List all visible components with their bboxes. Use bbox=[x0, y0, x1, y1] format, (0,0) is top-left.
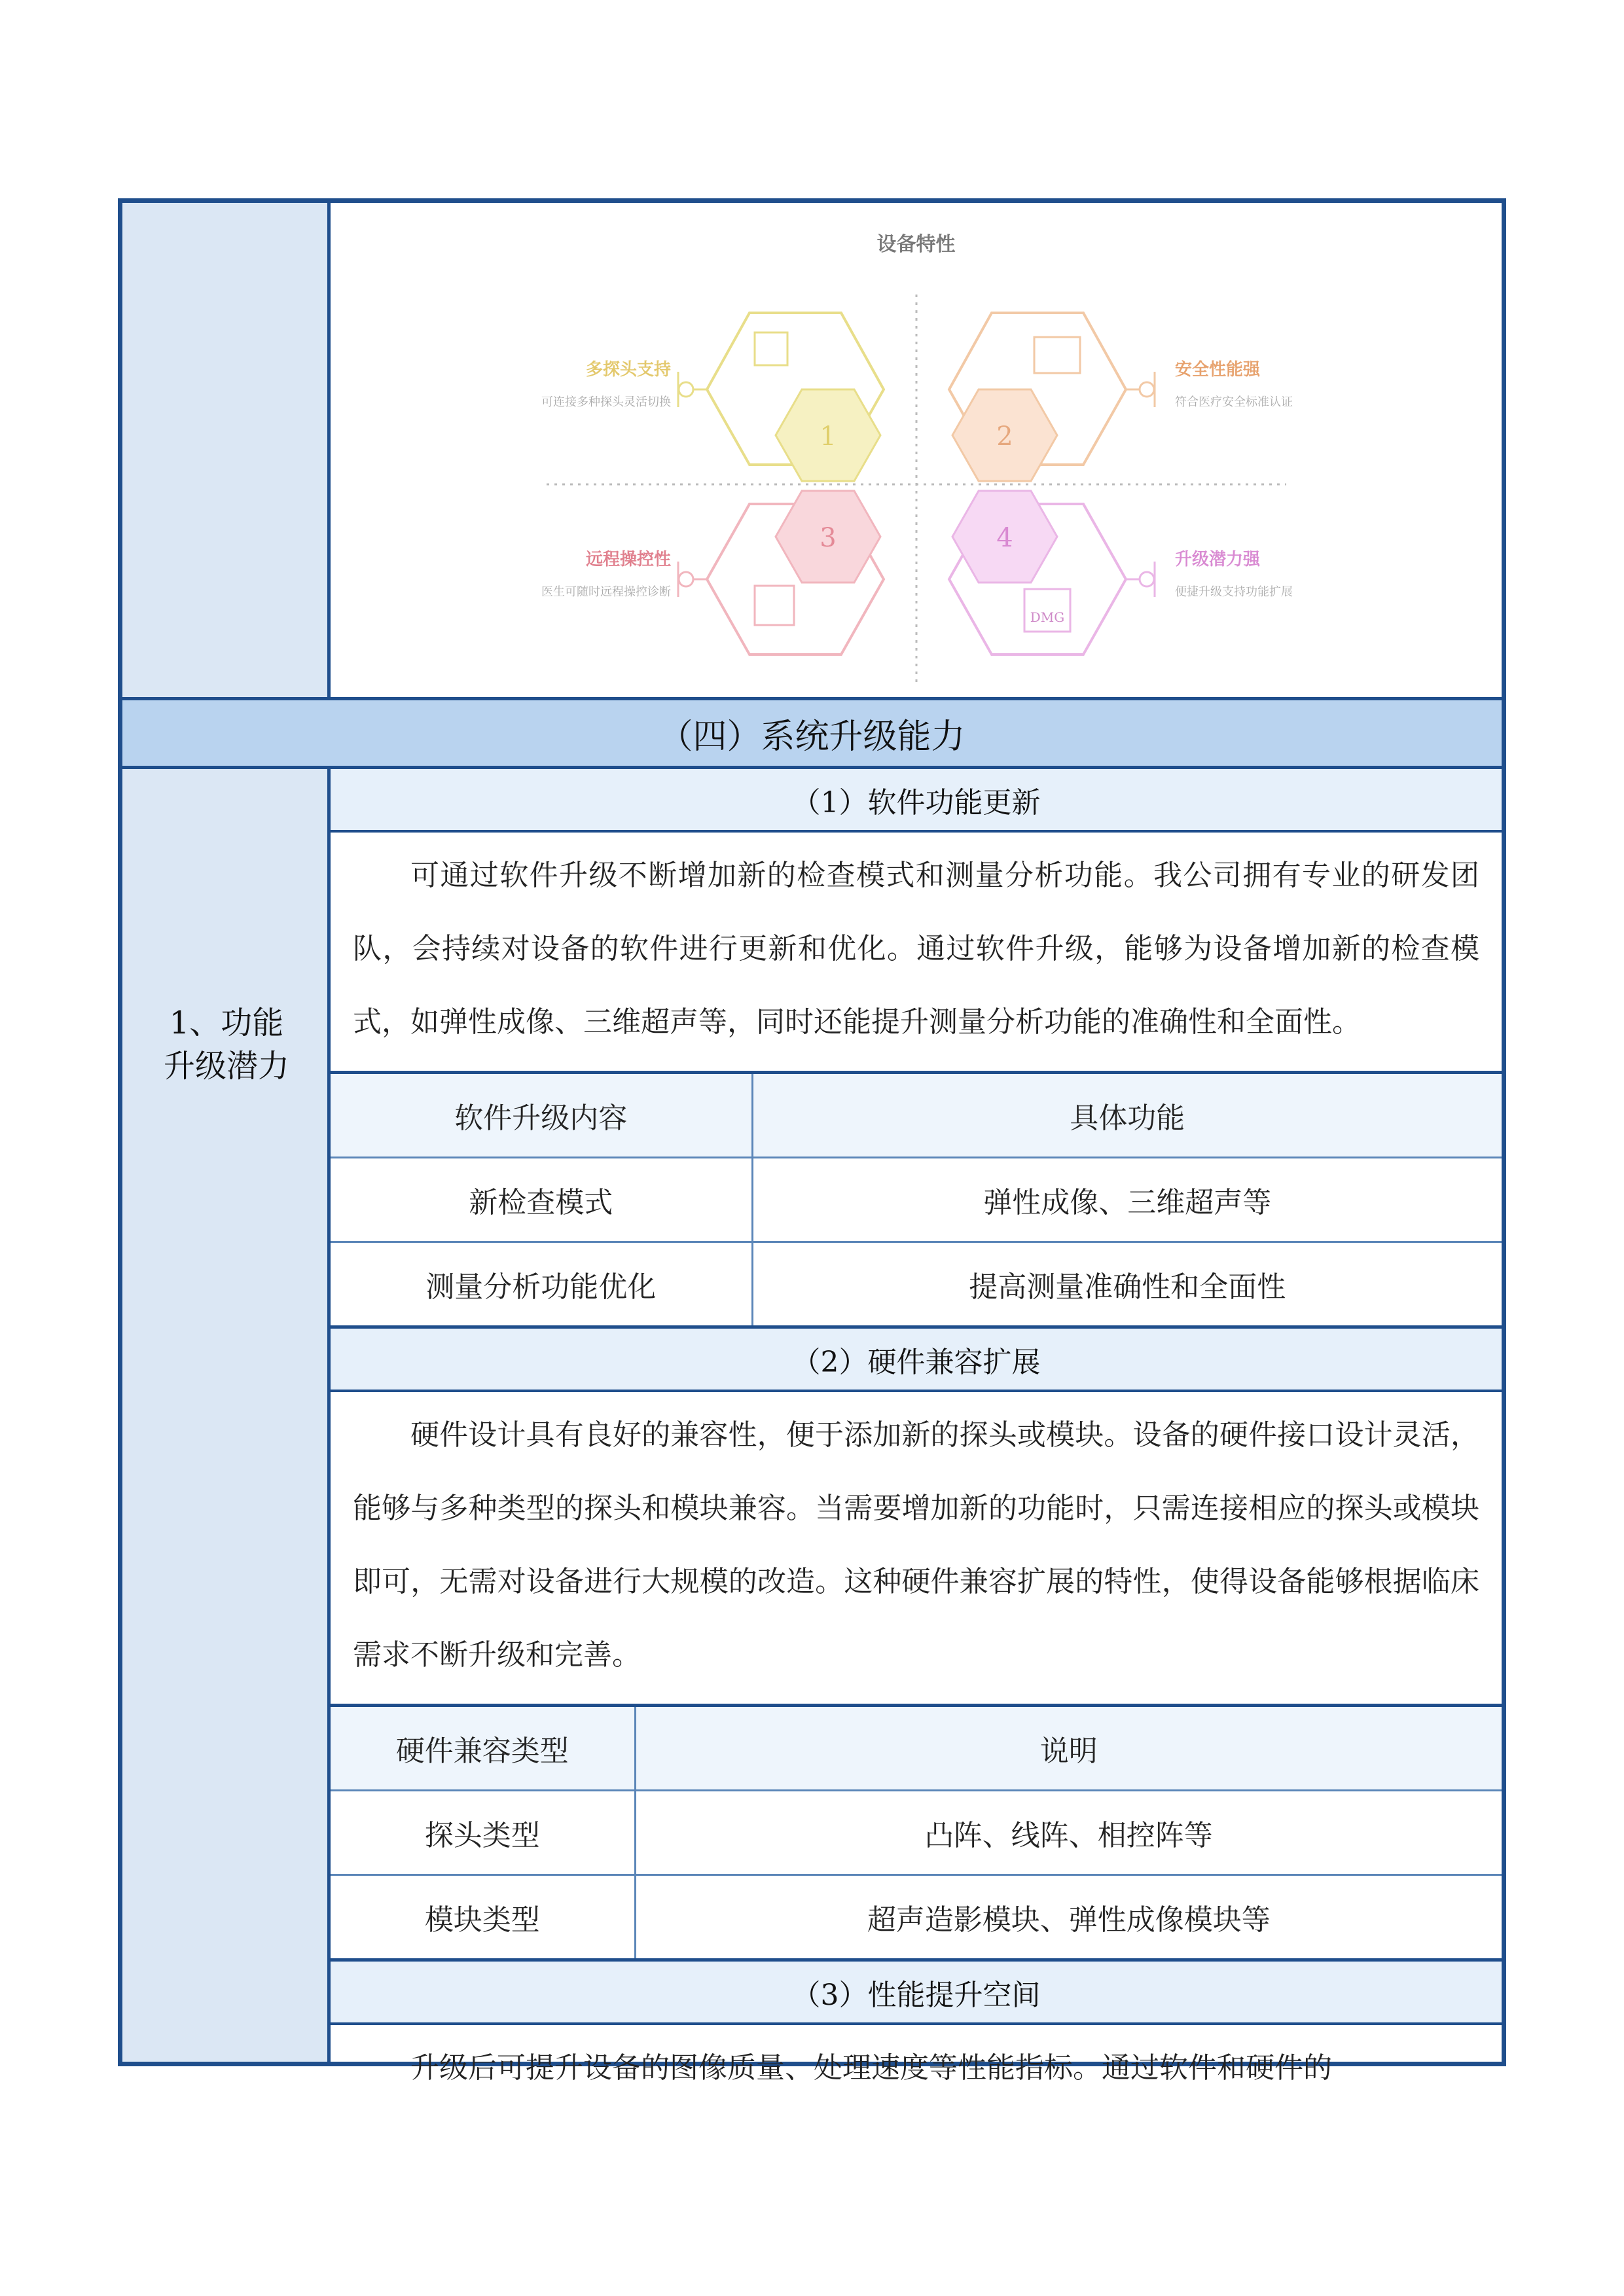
quadrant-3 bbox=[541, 491, 884, 655]
table-row bbox=[331, 1875, 1502, 1960]
node-4 bbox=[1140, 572, 1154, 586]
table-frame bbox=[118, 198, 1506, 2085]
table-cell: 提高测量准确性和全面性 bbox=[752, 1242, 1502, 1327]
q1-desc: 可连接多种探头灵活切换 bbox=[541, 395, 671, 409]
table-cell: 新检查模式 bbox=[331, 1158, 752, 1242]
q4-desc: 便捷升级支持功能扩展 bbox=[1175, 585, 1293, 599]
quadrant-2 bbox=[949, 313, 1293, 481]
table-header-row bbox=[331, 1074, 1502, 1158]
badge-number-1: 1 bbox=[820, 422, 837, 452]
q2-title: 安全性能强 bbox=[1175, 360, 1261, 380]
paragraph-hardware-compat: 硬件设计具有良好的兼容性，便于添加新的探头或模块。设备的硬件接口设计灵活，能够与多种类型的探头和模块兼容。当需要增加新的功能时，只需连接相应的探头或模块即可，无需对设备进行大规模的改造。这种硬件兼容扩展的特性，使得设备能够根据临床需求不断升级和完善。 bbox=[331, 1392, 1502, 1707]
badge-number-2: 2 bbox=[996, 422, 1013, 452]
feature-figure bbox=[331, 203, 1502, 697]
section-title: （四）系统升级能力 bbox=[122, 697, 1502, 769]
subheading-hardware-compat: （2）硬件兼容扩展 bbox=[331, 1329, 1502, 1392]
paragraph-software-update: 可通过软件升级不断增加新的检查模式和测量分析功能。我公司拥有专业的研发团队，会持续对设备的软件进行更新和优化。通过软件升级，能够为设备增加新的检查模式，如弹性成像、三维超声等，同时还能提升测量分析功能的准确性和全面性。 bbox=[331, 833, 1502, 1074]
file-icon bbox=[755, 586, 794, 625]
table-cell: 超声造影模块、弹性成像模块等 bbox=[635, 1875, 1502, 1960]
subheading-software-update: （1）软件功能更新 bbox=[331, 769, 1502, 833]
hardware-compat-table bbox=[331, 1707, 1502, 1962]
q3-title: 远程操控性 bbox=[585, 550, 671, 569]
software-upgrade-table bbox=[331, 1074, 1502, 1329]
paragraph-performance: 升级后可提升设备的图像质量、处理速度等性能指标。通过软件和硬件的 bbox=[410, 2051, 1332, 2085]
table-cell: 凸阵、线阵、相控阵等 bbox=[635, 1791, 1502, 1875]
badge-number-4: 4 bbox=[996, 523, 1013, 553]
q1-title: 多探头支持 bbox=[585, 360, 671, 380]
table-row bbox=[331, 1158, 1502, 1242]
table-row bbox=[331, 1242, 1502, 1327]
feature-diagram bbox=[331, 203, 1502, 697]
table-header-row bbox=[331, 1707, 1502, 1791]
badge-number-3: 3 bbox=[820, 523, 837, 553]
doc-icon bbox=[755, 332, 787, 365]
figure-title: 设备特性 bbox=[876, 233, 956, 256]
node-2 bbox=[1140, 382, 1154, 397]
q2-desc: 符合医疗安全标准认证 bbox=[1175, 395, 1293, 409]
table-cell: 探头类型 bbox=[331, 1791, 635, 1875]
table-cell: 弹性成像、三维超声等 bbox=[752, 1158, 1502, 1242]
table-header-cell: 具体功能 bbox=[752, 1074, 1502, 1158]
table-header-cell: 软件升级内容 bbox=[331, 1074, 752, 1158]
table-header-cell: 说明 bbox=[635, 1707, 1502, 1791]
subheading-performance: （3）性能提升空间 bbox=[331, 1962, 1502, 2025]
table-cell: 模块类型 bbox=[331, 1875, 635, 1960]
quadrant-4 bbox=[949, 491, 1293, 655]
dmg-label: DMG bbox=[1030, 609, 1065, 625]
node-1 bbox=[679, 382, 693, 397]
quadrant-1 bbox=[541, 313, 884, 481]
left-column bbox=[122, 203, 331, 2062]
table-row bbox=[331, 1791, 1502, 1875]
content-column bbox=[331, 769, 1502, 2085]
node-3 bbox=[679, 572, 693, 586]
left-label: 1、功能升级潜力 bbox=[163, 1005, 289, 1085]
table-cell: 测量分析功能优化 bbox=[331, 1242, 752, 1327]
list-icon bbox=[1034, 337, 1080, 373]
q4-title: 升级潜力强 bbox=[1175, 550, 1261, 569]
q3-desc: 医生可随时远程操控诊断 bbox=[541, 585, 671, 599]
table-header-cell: 硬件兼容类型 bbox=[331, 1707, 635, 1791]
